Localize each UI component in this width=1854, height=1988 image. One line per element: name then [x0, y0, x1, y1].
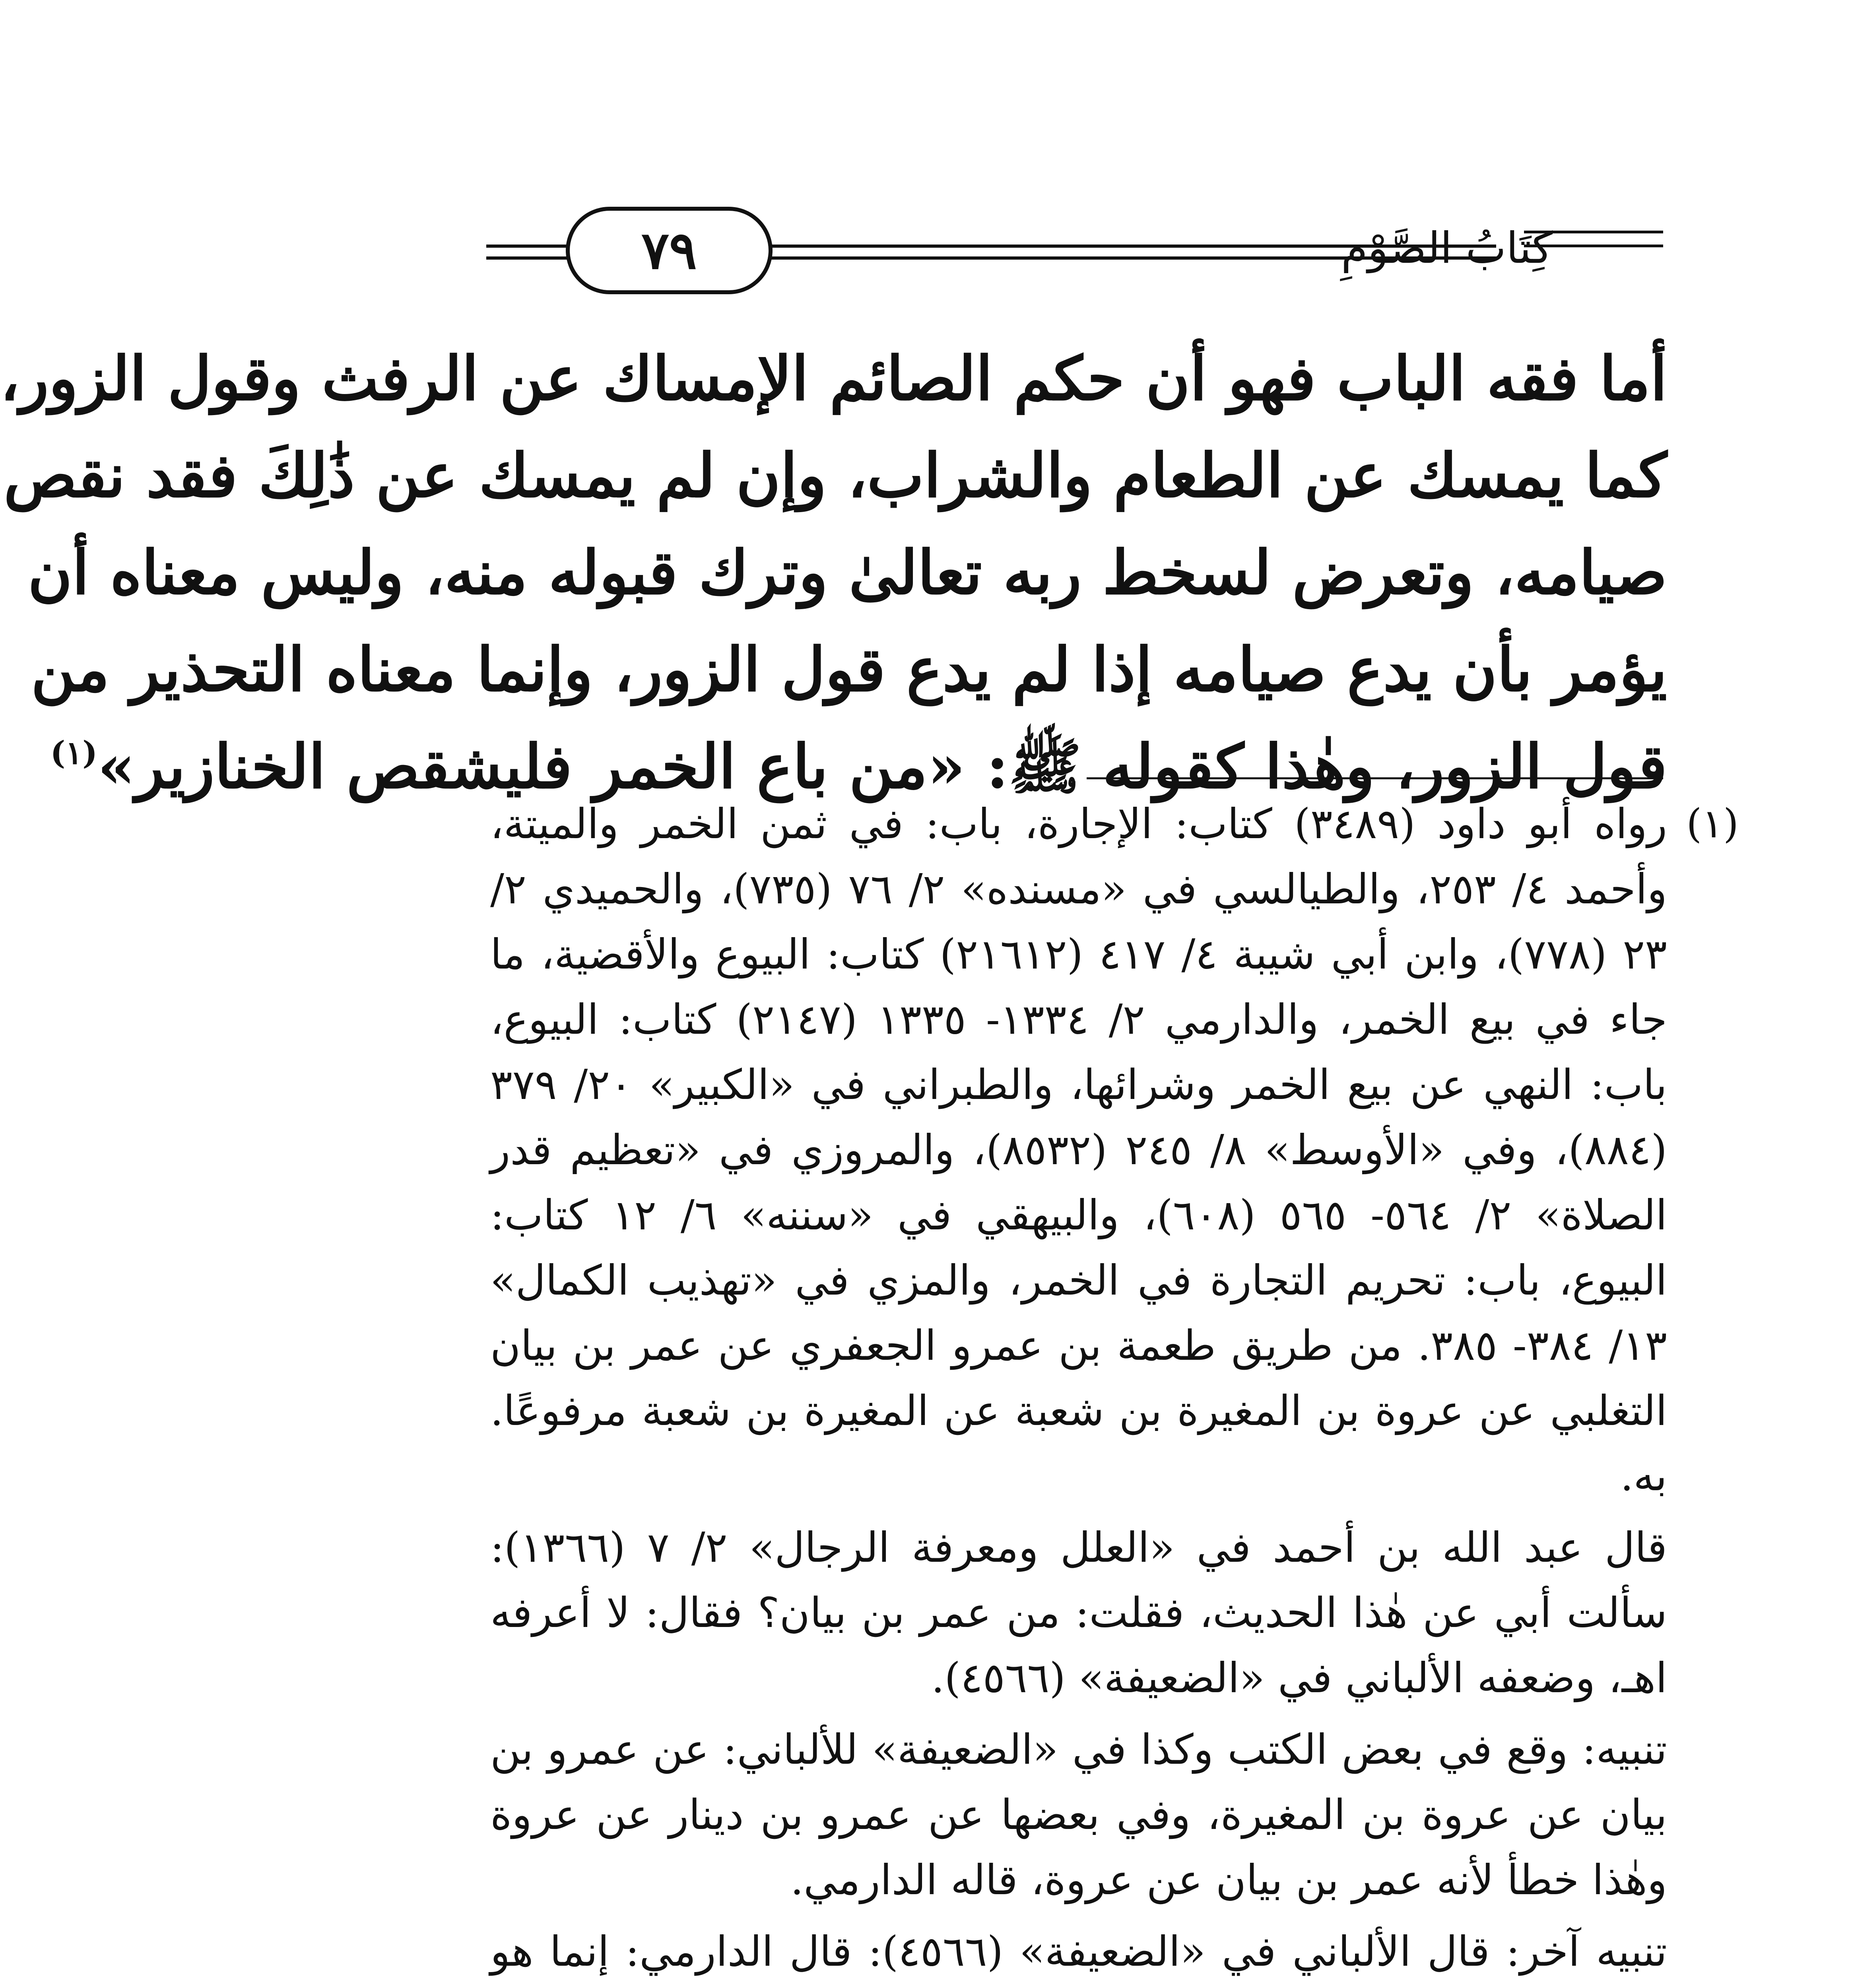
- footnote-paragraph: تنبيه: وقع في بعض الكتب وكذا في «الضعيفة» للألباني: عن عمرو بن بيان عن عروة بن المغيرة، وفي بعضها عن عمرو بن دينار عن عروة وهٰذا خطأ لأنه عمر بن بيان عن عروة، قاله الدارمي.: [490, 1725, 1667, 1904]
- running-header: [486, 207, 1663, 298]
- footnote-separator: [1087, 777, 1663, 779]
- page-number: ٧٩: [641, 220, 697, 281]
- footnote-reference[interactable]: (١): [50, 734, 98, 771]
- main-text-line: قول الزور، وهٰذا كقوله ﷺ: «من باع الخمر فليشقص الخنازير»: [97, 731, 1667, 802]
- running-title: كِتَابُ الصَّوْمِ: [1341, 223, 1553, 273]
- main-text-line: كما يمسك عن الطعام والشراب، وإن لم يمسك عن ذَٰلِكَ فقد نقص: [4, 440, 1667, 511]
- footnote-paragraph: تنبيه آخر: قال الألباني في «الضعيفة» (٤٥٦٦): قال الدارمي: إنما هو: [490, 1927, 1667, 1976]
- footnote-marker: (١): [1686, 800, 1739, 847]
- main-text-line: صيامه، وتعرض لسخط ربه تعالىٰ وترك قبوله منه، وليس معناه أن: [28, 537, 1667, 608]
- main-text-line: يؤمر بأن يدع صيامه إذا لم يدع قول الزور، وإنما معناه التحذير من: [31, 634, 1667, 705]
- main-text: [0, 330, 1667, 815]
- footnotes: [490, 791, 1739, 1988]
- footnote-paragraph: رواه أبو داود (٣٤٨٩) كتاب: الإجارة، باب: في ثمن الخمر والميتة، وأحمد ٤/ ٢٥٣، والطيالسي في «مسنده» ٢/ ٧٦ (٧٣٥)، والحميدي ٢/ ٢٣ (٧٧٨)، وابن أبي شيبة ٤/ ٤١٧ (٢١٦١٢) كتاب: البيوع والأقضية، ما جاء في بيع الخمر، والدارمي ٢/ ١٣٣٤- ١٣٣٥ (٢١٤٧) كتاب: البيوع، باب: النهي عن بيع الخمر وشرائها، والطبراني في «الكبير» ٢٠/ ٣٧٩ (٨٨٤)، وفي «الأوسط» ٨/ ٢٤٥ (٨٥٣٢)، والمروزي في «تعظيم قدر الصلاة» ٢/ ٥٦٤- ٥٦٥ (٦٠٨)، والبيهقي في «سننه» ٦/ ١٢ كتاب: البيوع، باب: تحريم التجارة في الخمر، والمزي في «تهذيب الكمال» ١٣/ ٣٨٤- ٣٨٥. من طريق طعمة بن عمرو الجعفري عن عمر بن بيان التغلبي عن عروة بن المغيرة بن شعبة عن المغيرة بن شعبة مرفوعًا. به.: [490, 800, 1668, 1500]
- main-text-line: أما فقه الباب فهو أن حكم الصائم الإمساك عن الرفث وقول الزور،: [0, 343, 1667, 414]
- footnote-1: [490, 791, 1739, 1988]
- footnote-paragraph: قال عبد الله بن أحمد في «العلل ومعرفة الرجال» ٢/ ٧ (١٣٦٦): سألت أبي عن هٰذا الحديث، فقلت: من عمر بن بيان؟ فقال: لا أعرفه اهـ، وضعفه الألباني في «الضعيفة» (٤٥٦٦).: [490, 1523, 1667, 1702]
